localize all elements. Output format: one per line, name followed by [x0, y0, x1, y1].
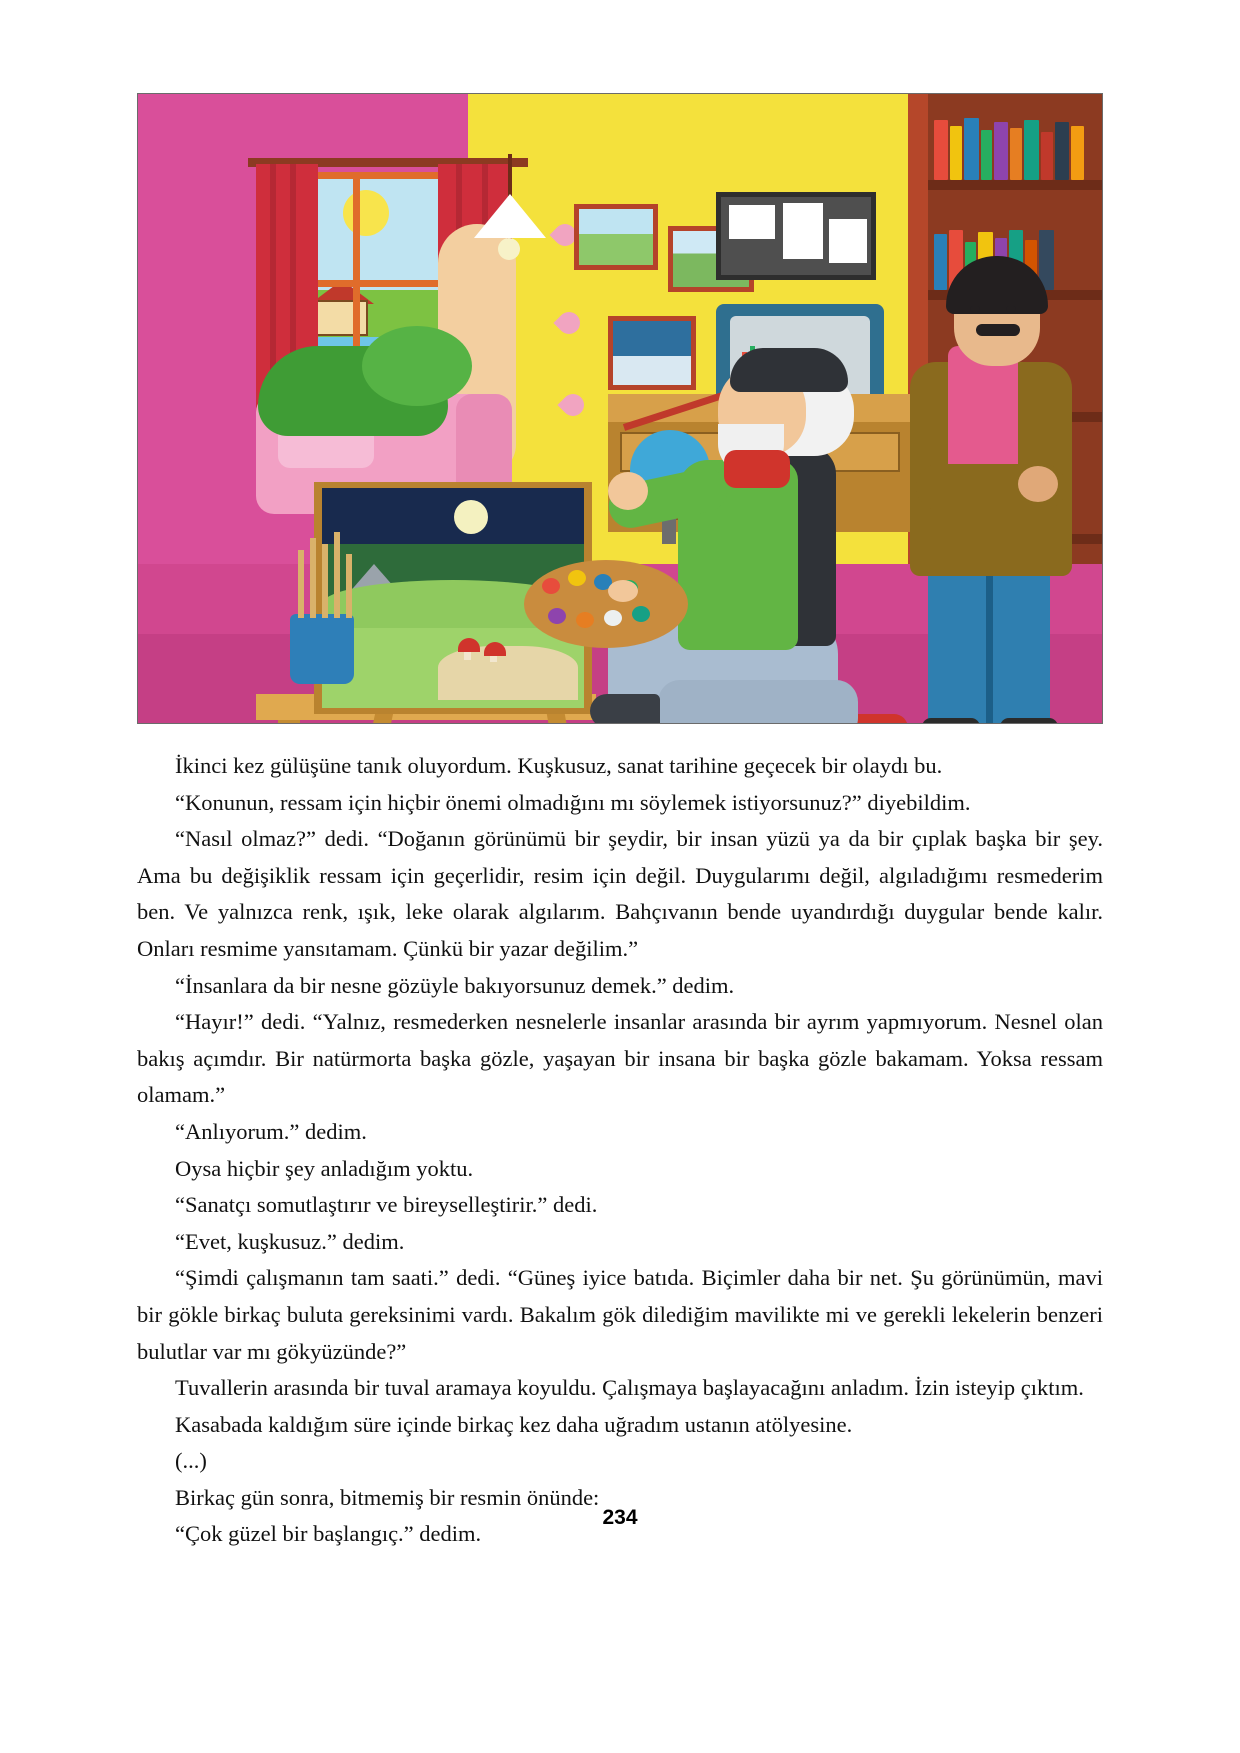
man-hand — [1018, 466, 1058, 502]
man-eye — [970, 306, 980, 312]
painting-sand — [438, 646, 578, 700]
paragraph: Birkaç gün sonra, bitmemiş bir resmin önünde: — [175, 1484, 600, 1510]
paragraph: “Nasıl olmaz?” dedi. “Doğanın görünümü bir şeydir, bir insan yüzü ya da bir çıplak başka bir şey. Ama bu değişiklik ressam için geçerlidir, resim için değil. Duygularımı değil, algıladığımı resmederim ben. Ve yalnızca renk, ışık, leke olarak algılarım. Bahçıvanın bende uyandırdığı duygular bende kalır. Onları resmime yansıtamam. Çünkü bir yazar değilim.” — [137, 826, 1103, 961]
painting-moon-icon — [454, 500, 488, 534]
paintbrush — [346, 554, 352, 618]
brush-pot — [290, 614, 354, 684]
palette-thumb-hole — [608, 580, 638, 602]
paragraph: Tuvallerin arasında bir tuval aramaya koyuldu. Çalışmaya başlayacağını anladım. İzin isteyip çıktım. — [175, 1375, 1084, 1401]
lamp-cord — [508, 154, 512, 196]
framed-picture — [608, 316, 696, 390]
page-body-text — [137, 748, 1103, 1553]
man-trouser-seam — [986, 564, 993, 724]
painter-beret — [730, 348, 848, 392]
painter-leg — [658, 680, 858, 724]
paragraph: İkinci kez gülüşüne tanık oluyordum. Kuşkusuz, sanat tarihine geçecek bir olaydı bu. — [175, 753, 943, 778]
paragraph: “Hayır!” dedi. “Yalnız, resmederken nesnelerle insanlar arasında bir ayrım yapmıyorum. Nesnel olan bakış açımdır. Bir natürmorta başka gözle, yaşayan bir insana bir başka gözle bakamam. Yoksa ressam olamam.” — [137, 1009, 1103, 1108]
paragraph: “Çok güzel bir başlangıç.” dedim. — [175, 1521, 482, 1547]
painter-scarf — [724, 450, 790, 488]
houseplant-top — [362, 326, 472, 406]
paint-palette — [524, 560, 688, 648]
book-row — [934, 118, 1096, 180]
sun-icon — [343, 190, 389, 236]
man-moustache — [976, 324, 1020, 336]
table-leg — [278, 720, 300, 724]
illustration — [137, 93, 1103, 724]
paragraph: (...) — [175, 1448, 207, 1474]
man-eye — [1006, 306, 1016, 312]
window-house — [316, 300, 368, 336]
pinboard — [716, 192, 876, 280]
paragraph: “Sanatçı somutlaştırır ve bireyselleştirir.” dedi. — [175, 1192, 598, 1218]
paragraph: “Evet, kuşkusuz.” dedim. — [175, 1228, 405, 1254]
paintbrush — [310, 538, 316, 618]
paintbrush — [298, 550, 304, 618]
bookshelf-board — [928, 180, 1103, 190]
paintbrush — [322, 544, 328, 618]
paintbrush — [334, 532, 340, 618]
man-shoe — [922, 718, 980, 724]
paragraph: “Şimdi çalışmanın tam saati.” dedi. “Güneş iyice batıda. Biçimler daha bir net. Şu görünümün, mavi bir gökle birkaç buluta gereksinimi vardı. Bakalım gök dilediğim mavilikte mi ve gerekli lekelerin benzeri bulutlar var mı gökyüzünde?” — [137, 1265, 1103, 1364]
page-number: 234 — [602, 1506, 638, 1529]
paragraph: “Anlıyorum.” dedim. — [175, 1118, 367, 1144]
paragraph: “İnsanlara da bir nesne gözüyle bakıyorsunuz demek.” dedim. — [175, 972, 735, 998]
painter-shoe — [590, 694, 660, 724]
lamp-bulb-icon — [498, 238, 520, 260]
paragraph: Kasabada kaldığım süre içinde birkaç kez daha uğradım ustanın atölyesine. — [175, 1411, 853, 1437]
man-shoe — [1000, 718, 1058, 724]
framed-picture — [574, 204, 658, 270]
paragraph: Oysa hiçbir şey anladığım yoktu. — [175, 1155, 474, 1181]
paragraph: “Konunun, ressam için hiçbir önemi olmadığını mı söylemek istiyorsunuz?” diyebildim. — [175, 789, 971, 815]
lamp-shade — [474, 194, 546, 238]
painter-hand — [608, 472, 648, 510]
